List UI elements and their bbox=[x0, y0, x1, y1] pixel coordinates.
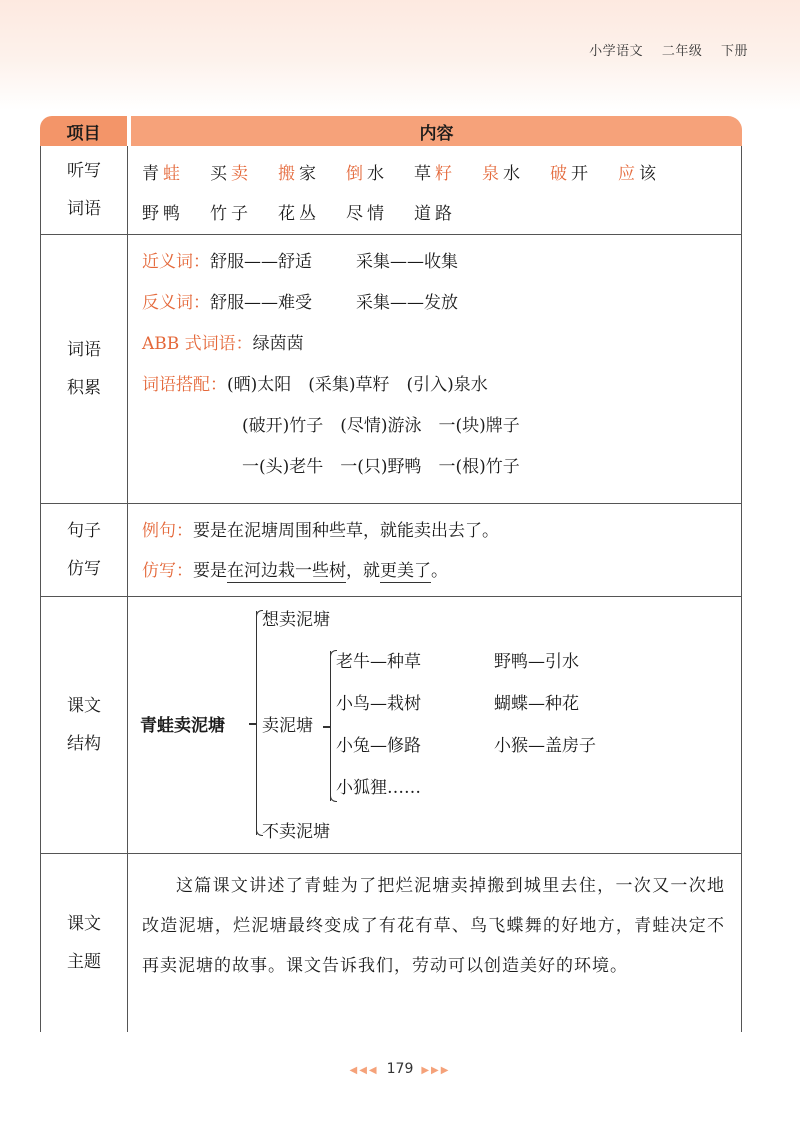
header-content: 内容 bbox=[131, 116, 742, 146]
imitate-underline-2: 更美了 bbox=[380, 561, 431, 581]
antonym-label: 反义词： bbox=[142, 293, 210, 313]
collocation-line-1 bbox=[142, 368, 741, 409]
dictation-char: 水 bbox=[503, 164, 524, 184]
header-book: 小学语文 bbox=[589, 44, 644, 59]
dictation-char: 卖 bbox=[231, 164, 252, 184]
label-line: 课文 bbox=[67, 914, 101, 934]
item-left-4: 小狐狸…… bbox=[336, 778, 421, 798]
label-dictation bbox=[40, 146, 128, 234]
row-imitation bbox=[40, 504, 742, 597]
dictation-word bbox=[618, 164, 660, 184]
item-left-1: 老牛—种草 bbox=[336, 652, 421, 672]
right-arrows-icon: ▶▶▶ bbox=[421, 1065, 451, 1076]
example-text: 要是在泥塘周围种些草，就能卖出去了。 bbox=[193, 521, 499, 541]
collocation-label: 词语搭配： bbox=[142, 375, 227, 395]
dictation-word bbox=[346, 164, 388, 184]
dictation-line-2 bbox=[142, 198, 741, 238]
dictation-char: 破 bbox=[550, 164, 571, 184]
imitate-underline-1: 在河边栽一些树 bbox=[227, 561, 346, 581]
item-right-3: 小猴—盖房子 bbox=[494, 736, 596, 756]
dictation-char: 应 bbox=[618, 164, 639, 184]
row-structure bbox=[40, 597, 742, 854]
dictation-char: 水 bbox=[367, 164, 388, 184]
imitate-label: 仿写： bbox=[142, 561, 193, 581]
collocation-1: (晒)太阳 (采集)草籽 (引入)泉水 bbox=[227, 375, 488, 395]
antonym-line bbox=[142, 286, 741, 327]
dictation-char: 家 bbox=[299, 164, 320, 184]
label-theme bbox=[40, 854, 128, 1032]
content-imitation bbox=[128, 504, 742, 596]
page-number: 179 bbox=[386, 1061, 414, 1077]
example-label: 例句： bbox=[142, 521, 193, 541]
content-accumulation bbox=[128, 235, 742, 503]
dictation-char: 该 bbox=[639, 164, 660, 184]
inner-brace bbox=[330, 651, 331, 801]
summary-table bbox=[40, 116, 742, 1032]
imitate-text: 要是 bbox=[193, 561, 227, 581]
row-dictation bbox=[40, 146, 742, 235]
row-accumulation bbox=[40, 235, 742, 504]
item-right-2: 蝴蝶—种花 bbox=[494, 694, 579, 714]
dictation-char: 蛙 bbox=[163, 164, 184, 184]
dictation-char: 倒 bbox=[346, 164, 367, 184]
dictation-word bbox=[550, 164, 592, 184]
dictation-char: 草 bbox=[414, 164, 435, 184]
dictation-word: 竹子 bbox=[210, 204, 252, 224]
dictation-char: 青 bbox=[142, 164, 163, 184]
content-theme bbox=[128, 854, 742, 1032]
imitate-text: 。 bbox=[431, 561, 448, 581]
antonym-2: 采集——发放 bbox=[356, 293, 458, 313]
synonym-1: 舒服——舒适 bbox=[210, 252, 312, 272]
running-header bbox=[575, 40, 748, 59]
dictation-word bbox=[278, 164, 320, 184]
synonym-line bbox=[142, 245, 741, 286]
dictation-line-1 bbox=[142, 158, 741, 198]
label-line: 积累 bbox=[67, 378, 101, 398]
collocation-line-3: 一(头)老牛 一(只)野鸭 一(根)竹子 bbox=[242, 457, 520, 477]
branch-top: 想卖泥塘 bbox=[262, 610, 330, 630]
content-dictation bbox=[128, 146, 742, 234]
page-footer bbox=[0, 1061, 800, 1077]
label-line: 结构 bbox=[67, 734, 101, 754]
item-left-2: 小鸟—栽树 bbox=[336, 694, 421, 714]
imitate-line bbox=[142, 554, 741, 594]
dictation-word bbox=[482, 164, 524, 184]
dictation-char: 搬 bbox=[278, 164, 299, 184]
header-volume: 下册 bbox=[720, 44, 748, 59]
item-left-3: 小兔—修路 bbox=[336, 736, 421, 756]
dictation-word: 尽情 bbox=[346, 204, 388, 224]
dictation-char: 开 bbox=[571, 164, 592, 184]
dictation-char: 泉 bbox=[482, 164, 503, 184]
label-line: 课文 bbox=[67, 696, 101, 716]
imitate-text: ，就 bbox=[346, 561, 380, 581]
content-structure bbox=[128, 597, 742, 853]
left-arrows-icon: ◀◀◀ bbox=[349, 1065, 379, 1076]
label-line: 主题 bbox=[67, 952, 101, 972]
abb-value: 绿茵茵 bbox=[252, 334, 304, 354]
theme-paragraph: 这篇课文讲述了青蛙为了把烂泥塘卖掉搬到城里去住，一次又一次地改造泥塘，烂泥塘最终变成了有花有草、鸟飞蝶舞的好地方，青蛙决定不再卖泥塘的故事。课文告诉我们，劳动可以创造美好的环境。 bbox=[142, 876, 725, 976]
dictation-word: 花丛 bbox=[278, 204, 320, 224]
dictation-char: 买 bbox=[210, 164, 231, 184]
row-theme bbox=[40, 854, 742, 1032]
label-accumulation bbox=[40, 235, 128, 503]
dictation-word: 道路 bbox=[414, 204, 456, 224]
branch-bottom: 不卖泥塘 bbox=[262, 822, 330, 842]
example-line bbox=[142, 514, 741, 554]
label-structure bbox=[40, 597, 128, 853]
item-right-1: 野鸭—引水 bbox=[494, 652, 579, 672]
dictation-char: 籽 bbox=[435, 164, 456, 184]
abb-line bbox=[142, 327, 741, 368]
label-line: 词语 bbox=[67, 340, 101, 360]
header-grade: 二年级 bbox=[661, 44, 703, 59]
antonym-1: 舒服——难受 bbox=[210, 293, 312, 313]
label-line: 听写 bbox=[67, 161, 101, 181]
label-line: 句子 bbox=[67, 521, 101, 541]
branch-mid: 卖泥塘 bbox=[262, 716, 313, 736]
label-imitation bbox=[40, 504, 128, 596]
dictation-word: 野鸭 bbox=[142, 204, 184, 224]
label-line: 词语 bbox=[67, 199, 101, 219]
synonym-label: 近义词： bbox=[142, 252, 210, 272]
table-header bbox=[40, 116, 742, 146]
header-item: 项目 bbox=[40, 116, 127, 146]
collocation-line-2: (破开)竹子 (尽情)游泳 一(块)牌子 bbox=[242, 416, 520, 436]
dictation-word bbox=[142, 164, 184, 184]
structure-title: 青蛙卖泥塘 bbox=[140, 716, 225, 736]
label-line: 仿写 bbox=[67, 559, 101, 579]
outer-brace bbox=[256, 611, 257, 835]
dictation-word bbox=[210, 164, 252, 184]
dictation-word bbox=[414, 164, 456, 184]
synonym-2: 采集——收集 bbox=[356, 252, 458, 272]
abb-label: ABB 式词语： bbox=[142, 334, 253, 354]
